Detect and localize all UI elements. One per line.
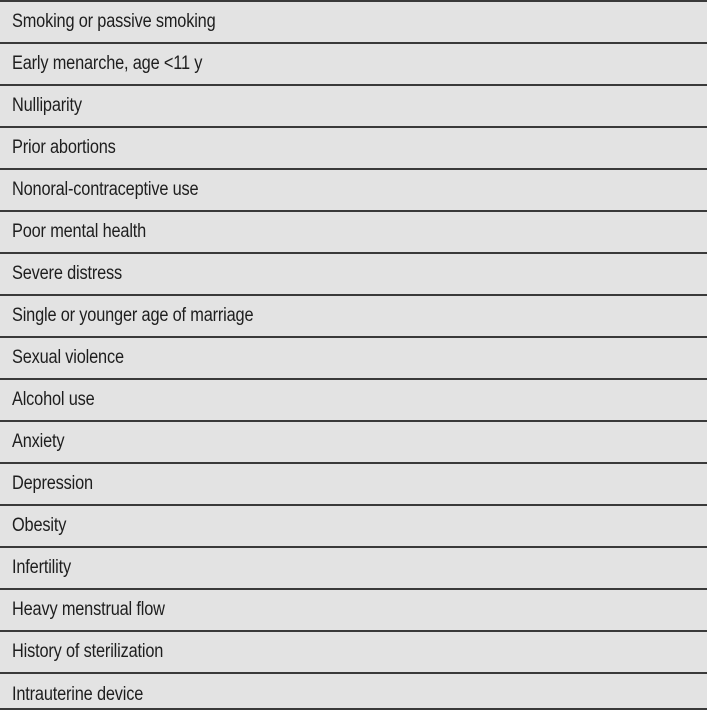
table-row <box>0 590 707 632</box>
table-row <box>0 338 707 380</box>
table-row <box>0 380 707 422</box>
row-label: Anxiety <box>12 431 65 452</box>
table-row <box>0 422 707 464</box>
row-label: Severe distress <box>12 263 123 284</box>
row-label: Heavy menstrual flow <box>12 599 165 620</box>
table-row <box>0 296 707 338</box>
row-label: Single or younger age of marriage <box>12 305 254 326</box>
row-label: Smoking or passive smoking <box>12 11 216 32</box>
table-row <box>0 212 707 254</box>
row-label: Sexual violence <box>12 347 124 368</box>
table-row <box>0 86 707 128</box>
row-label: Depression <box>12 473 93 494</box>
table-row <box>0 170 707 212</box>
row-label: Nonoral-contraceptive use <box>12 179 199 200</box>
table-row <box>0 548 707 590</box>
row-label: Intrauterine device <box>12 684 144 705</box>
row-label: Prior abortions <box>12 137 116 158</box>
row-label: Early menarche, age <11 y <box>12 53 203 74</box>
table-row <box>0 506 707 548</box>
row-label: Obesity <box>12 515 67 536</box>
row-label: Infertility <box>12 557 71 578</box>
row-label: Poor mental health <box>12 221 147 242</box>
row-label: Nulliparity <box>12 95 82 116</box>
table-row <box>0 2 707 44</box>
table-row <box>0 44 707 86</box>
table-row <box>0 464 707 506</box>
row-label: Alcohol use <box>12 389 95 410</box>
table-row <box>0 254 707 296</box>
table-row <box>0 128 707 170</box>
row-label: History of sterilization <box>12 641 164 662</box>
table-row <box>0 632 707 674</box>
